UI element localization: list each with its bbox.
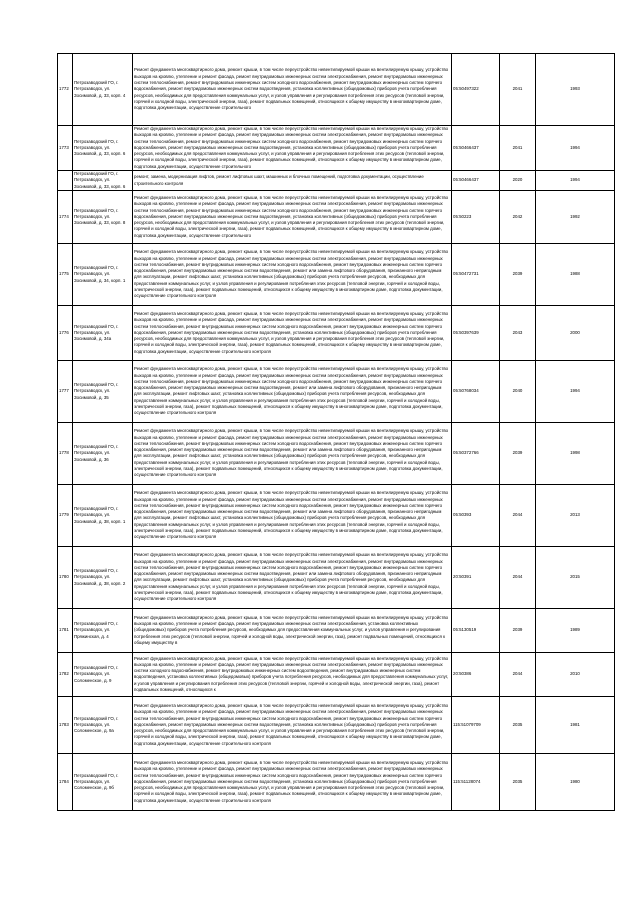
planned-year-cell: 2041 <box>500 54 536 126</box>
table-row <box>58 243 615 305</box>
build-year-cell: 1994 <box>536 126 615 171</box>
build-year-cell: 1981 <box>536 696 615 753</box>
row-number-cell: 1777 <box>58 360 73 422</box>
address-cell: Петрозаводский ГО, г. Петрозаводск, ул. Соломенское, д. 9 <box>73 652 133 696</box>
work-types-cell: Ремонт фундамента многоквартирного дома, ремонт крыши, в том числе переустройство невентилируемой крыши на вентилируемую крышу, устройство выходов на кровлю, утепление и ремонт фасада, ремонт внутридомовых инженерных систем электроснабжения, ремонт внутридомовых инженерных систем теплоснабжения, ремонт внутридомовых инженерных систем холодного водоснабжения, ремонт внутридомовых инженерных систем горячего водоснабжения, ремонт внутридомовых инженерных систем водоотведения, установка коллективных (общедомовых) приборов учета потребления ресурсов, необходимых для предоставления коммунальных услуг, и узлов управления и регулирования потребления этих ресурсов (тепловой энергии, горячей и холодной воды, электрической энергии, газа), ремонт подвальных помещений, относящихся к общему имуществу в многоквартирном доме, подготовка документации, осуществление строительного контроля <box>133 753 452 810</box>
work-types-cell: Ремонт фундамента многоквартирного дома, ремонт крыши, в том числе переустройство невентилируемой крыши на вентилируемую крышу, устройство выходов на кровлю, утепление и ремонт фасада, ремонт внутридомовых инженерных систем электроснабжения, ремонт внутридомовых инженерных систем теплоснабжения, ремонт внутридомовых инженерных систем холодного водоснабжения, ремонт внутридомовых инженерных систем горячего водоснабжения, ремонт внутридомовых инженерных систем водоотведения, установка коллективных (общедомовых) приборов учета потребления ресурсов, необходимых для предоставления коммунальных услуг, и узлов управления и регулирования потребления этих ресурсов (тепловой энергии, горячей и холодной воды, электрической энергии, газа), ремонт подвальных помещений, относящихся к общему имуществу в многоквартирном доме, подготовка документации, осуществление строительного контроля <box>133 696 452 753</box>
house-code-cell: 05:50397639 <box>452 305 500 360</box>
address-cell: Петрозаводский ГО, г. Петрозаводск, ул. Зосимовой, д. 34а <box>73 305 133 360</box>
build-year-cell: 2015 <box>536 546 615 608</box>
house-code-cell: 05:50393 <box>452 484 500 546</box>
row-number-cell <box>58 171 73 191</box>
table-row <box>58 753 615 810</box>
row-number-cell: 1783 <box>58 696 73 753</box>
work-types-cell: Ремонт фундамента многоквартирного дома, ремонт крыши, в том числе переустройство невентилируемой крыши на вентилируемую крышу, устройство выходов на кровлю, утепление и ремонт фасада, ремонт внутридомовых инженерных систем электроснабжения, ремонт внутридомовых инженерных систем теплоснабжения, ремонт внутридомовых инженерных систем холодного водоснабжения, ремонт внутридомовых инженерных систем горячего водоснабжения, ремонт внутридомовых инженерных систем водоотведения, ремонт или замена лифтового оборудования, признанного непригодным для эксплуатации, ремонт лифтовых шахт, установка коллективных (общедомовых) приборов учета потребления ресурсов, необходимых для предоставления коммунальных услуг, и узлов управления и регулирования потребления этих ресурсов (тепловой энергии, горячей и холодной воды, электрической энергии, газа), ремонт подвальных помещений, относящихся к общему имуществу в многоквартирном доме, подготовка документации, осуществление строительного контроля <box>133 360 452 422</box>
work-types-cell: Ремонт фундамента многоквартирного дома, ремонт крыши, в том числе переустройство невентилируемой крыши на вентилируемую крышу, устройство выходов на кровлю, утепление и ремонт фасада, ремонт внутридомовых инженерных систем электроснабжения, установка коллективных (общедомовых) приборов учета потребления ресурсов, необходимых для предоставления коммунальных услуг, и узлов управления и регулирования потребления этих ресурсов (тепловой энергии, горячей и холодной воды, электрической энергии, газа), ремонт подвальных помещений, относящихся к общему имуществу в <box>133 608 452 652</box>
address-cell: Петрозаводский ГО, г. Петрозаводск, ул. Зосимовой, д. 33, корп. 6 <box>73 126 133 171</box>
planned-year-cell: 2041 <box>500 126 536 171</box>
table-body <box>58 54 615 811</box>
work-types-cell: Ремонт фундамента многоквартирного дома, ремонт крыши, в том числе переустройство невентилируемой крыши на вентилируемую крышу, устройство выходов на кровлю, утепление и ремонт фасада, ремонт внутридомовых инженерных систем электроснабжения, ремонт внутридомовых инженерных систем теплоснабжения, ремонт внутридомовых инженерных систем холодного водоснабжения, ремонт внутридомовых инженерных систем горячего водоснабжения, ремонт внутридомовых инженерных систем водоотведения, установка коллективных (общедомовых) приборов учета потребления ресурсов, необходимых для предоставления коммунальных услуг, и узлов управления и регулирования потребления этих ресурсов (тепловой энергии, горячей и холодной воды, электрической энергии, газа), ремонт подвальных помещений, относящихся к общему имуществу в многоквартирном доме, подготовка документации, осуществление строительного <box>133 126 452 171</box>
address-cell: Петрозаводский ГО, г. Петрозаводск, ул. Зосимовой, д. 35 <box>73 360 133 422</box>
build-year-cell: 1992 <box>536 190 615 243</box>
row-number-cell: 1779 <box>58 484 73 546</box>
planned-year-cell: 2040 <box>500 360 536 422</box>
address-cell: Петрозаводский ГО, г. Петрозаводск, ул. Пряжинская, д. 4 <box>73 608 133 652</box>
build-year-cell: 2010 <box>536 652 615 696</box>
build-year-cell: 1998 <box>536 422 615 484</box>
work-types-cell: Ремонт фундамента многоквартирного дома, ремонт крыши, в том числе переустройство невентилируемой крыши на вентилируемую крышу, устройство выходов на кровлю, утепление и ремонт фасада, ремонт внутридомовых инженерных систем электроснабжения, ремонт внутридомовых инженерных систем теплоснабжения, ремонт внутридомовых инженерных систем холодного водоснабжения, ремонт внутридомовых инженерных систем горячего водоснабжения, ремонт внутридомовых инженерных систем водоотведения, установка коллективных (общедомовых) приборов учета потребления ресурсов, необходимых для предоставления коммунальных услуг, и узлов управления и регулирования потребления этих ресурсов (тепловой энергии, горячей и холодной воды, электрической энергии, газа), ремонт подвальных помещений, относящихся к общему имуществу в многоквартирном доме, подготовка документации, осуществление строительного <box>133 190 452 243</box>
address-cell: Петрозаводский ГО, г. Петрозаводск, ул. Зосимовой, д. 33, корп. 6 <box>73 171 133 191</box>
planned-year-cell: 2039 <box>500 243 536 305</box>
address-cell: Петрозаводский ГО, г. Петрозаводск, ул. Соломенское, д. 9а <box>73 696 133 753</box>
house-code-cell: 20:50386 <box>452 652 500 696</box>
table-row <box>58 171 615 191</box>
row-number-cell: 1782 <box>58 652 73 696</box>
work-types-cell: Ремонт фундамента многоквартирного дома, ремонт крыши, в том числе переустройство невентилируемой крыши на вентилируемую крышу, устройство выходов на кровлю, утепление и ремонт фасада, ремонт внутридомовых инженерных систем электроснабжения, ремонт внутридомовых инженерных систем теплоснабжения, ремонт внутридомовых инженерных систем холодного водоснабжения, ремонт внутридомовых инженерных систем горячего водоснабжения, ремонт внутридомовых инженерных систем водоотведения, ремонт или замена лифтового оборудования, признанного непригодным для эксплуатации, ремонт лифтовых шахт, установка коллективных (общедомовых) приборов учета потребления ресурсов, необходимых для предоставления коммунальных услуг, и узлов управления и регулирования потребления этих ресурсов (тепловой энергии, горячей и холодной воды, электрической энергии, газа), ремонт подвальных помещений, относящихся к общему имуществу в многоквартирном доме, подготовка документации, осуществление строительного контроля <box>133 546 452 608</box>
address-cell: Петрозаводский ГО, г. Петрозаводск, ул. Зосимовой, д. 33, корп. 4 <box>73 54 133 126</box>
build-year-cell: 2013 <box>536 484 615 546</box>
address-cell: Петрозаводский ГО, г. Петрозаводск, ул. Зосимовой, д. 36 <box>73 422 133 484</box>
build-year-cell: 1980 <box>536 753 615 810</box>
house-code-cell: 05:50466437 <box>452 171 500 191</box>
work-types-cell: Ремонт фундамента многоквартирного дома, ремонт крыши, в том числе переустройство невентилируемой крыши на вентилируемую крышу, устройство выходов на кровлю, утепление и ремонт фасада, ремонт внутридомовых инженерных систем электроснабжения, ремонт внутридомовых инженерных систем теплоснабжения, ремонт внутридомовых инженерных систем холодного водоснабжения, ремонт внутридомовых инженерных систем горячего водоснабжения, ремонт внутридомовых инженерных систем водоотведения, установка коллективных (общедомовых) приборов учета потребления ресурсов, необходимых для предоставления коммунальных услуг, и узлов управления и регулирования потребления этих ресурсов (тепловой энергии, горячей и холодной воды, электрической энергии, газа), ремонт подвальных помещений, относящихся к общему имуществу в многоквартирном доме, подготовка документации, осуществление строительного контроля <box>133 305 452 360</box>
table-row <box>58 696 615 753</box>
planned-year-cell: 2044 <box>500 546 536 608</box>
build-year-cell: 2000 <box>536 305 615 360</box>
address-cell: Петрозаводский ГО, г. Петрозаводск, ул. Зосимовой, д. 33, корп. 8 <box>73 190 133 243</box>
table-row <box>58 608 615 652</box>
planned-year-cell: 2043 <box>500 305 536 360</box>
row-number-cell: 1772 <box>58 54 73 126</box>
table-row <box>58 422 615 484</box>
row-number-cell: 1774 <box>58 190 73 243</box>
row-number-cell: 1773 <box>58 126 73 171</box>
build-year-cell: 1989 <box>536 608 615 652</box>
work-types-cell: Ремонт фундамента многоквартирного дома, ремонт крыши, в том числе переустройство невентилируемой крыши на вентилируемую крышу, устройство выходов на кровлю, утепление и ремонт фасада, ремонт внутридомовых инженерных систем электроснабжения, ремонт внутридомовых инженерных систем теплоснабжения, ремонт внутридомовых инженерных систем холодного водоснабжения, ремонт внутридомовых инженерных систем горячего водоснабжения, ремонт внутридомовых инженерных систем водоотведения, установка коллективных (общедомовых) приборов учета потребления ресурсов, необходимых для предоставления коммунальных услуг, и узлов управления и регулирования потребления этих ресурсов (тепловой энергии, горячей и холодной воды, электрической энергии, газа), ремонт подвальных помещений, относящихся к общему имуществу в многоквартирном доме, подготовка документации, осуществление строительного <box>133 54 452 126</box>
build-year-cell: 1993 <box>536 54 615 126</box>
address-cell: Петрозаводский ГО, г. Петрозаводск, ул. Зосимовой, д. 38, корп. 1 <box>73 484 133 546</box>
house-code-cell: 115:51128074 <box>452 753 500 810</box>
planned-year-cell: 2039 <box>500 422 536 484</box>
house-code-cell: 115:51079709 <box>452 696 500 753</box>
address-cell: Петрозаводский ГО, г. Петрозаводск, ул. Зосимовой, д. 34, корп. 1 <box>73 243 133 305</box>
table-row <box>58 360 615 422</box>
address-cell: Петрозаводский ГО, г. Петрозаводск, ул. Зосимовой, д. 38, корп. 2 <box>73 546 133 608</box>
table-row <box>58 652 615 696</box>
planned-year-cell: 2044 <box>500 484 536 546</box>
house-code-cell: 20:50391 <box>452 546 500 608</box>
work-types-cell: Ремонт фундамента многоквартирного дома, ремонт крыши, в том числе переустройство невентилируемой крыши на вентилируемую крышу, устройство выходов на кровлю, утепление и ремонт фасада, ремонт внутридомовых инженерных систем электроснабжения, ремонт внутридомовых инженерных систем холодного водоснабжения, ремонт внутридомовых инженерных систем водоотведения, ремонт внутридомовых инженерных систем водоотведения, установка коллективных (общедомовых) приборов учета потребления ресурсов, необходимых для предоставления коммунальных услуг, и узлов управления и регулирования потребления этих ресурсов (тепловой энергии, горячей и холодной воды, электрической энергии, газа), ремонт подвальных помещений, относящихся к <box>133 652 452 696</box>
house-code-cell: 05:50466437 <box>452 126 500 171</box>
work-types-cell: Ремонт фундамента многоквартирного дома, ремонт крыши, в том числе переустройство невентилируемой крыши на вентилируемую крышу, устройство выходов на кровлю, утепление и ремонт фасада, ремонт внутридомовых инженерных систем электроснабжения, ремонт внутридомовых инженерных систем теплоснабжения, ремонт внутридомовых инженерных систем холодного водоснабжения, ремонт внутридомовых инженерных систем горячего водоснабжения, ремонт внутридомовых инженерных систем водоотведения, ремонт или замена лифтового оборудования, признанного непригодным для эксплуатации, ремонт лифтовых шахт, установка коллективных (общедомовых) приборов учета потребления ресурсов, необходимых для предоставления коммунальных услуг, и узлов управления и регулирования потребления этих ресурсов (тепловой энергии, горячей и холодной воды, электрической энергии, газа), ремонт подвальных помещений, относящихся к общему имуществу в многоквартирном доме, подготовка документации, осуществление строительного контроля <box>133 422 452 484</box>
house-code-cell: 05:50497322 <box>452 54 500 126</box>
row-number-cell: 1781 <box>58 608 73 652</box>
capital-repair-table <box>57 53 615 811</box>
house-code-cell: 05:50372766 <box>452 422 500 484</box>
work-types-cell: Ремонт фундамента многоквартирного дома, ремонт крыши, в том числе переустройство невентилируемой крыши на вентилируемую крышу, устройство выходов на кровлю, утепление и ремонт фасада, ремонт внутридомовых инженерных систем электроснабжения, ремонт внутридомовых инженерных систем теплоснабжения, ремонт внутридомовых инженерных систем холодного водоснабжения, ремонт внутридомовых инженерных систем горячего водоснабжения, ремонт внутридомовых инженерных систем водоотведения, ремонт или замена лифтового оборудования, признанного непригодным для эксплуатации, ремонт лифтовых шахт, установка коллективных (общедомовых) приборов учета потребления ресурсов, необходимых для предоставления коммунальных услуг, и узлов управления и регулирования потребления этих ресурсов (тепловой энергии, горячей и холодной воды, электрической энергии, газа), ремонт подвальных помещений, относящихся к общему имуществу в многоквартирном доме, подготовка документации, осуществление строительного контроля <box>133 243 452 305</box>
house-code-cell: 05:50223 <box>452 190 500 243</box>
row-number-cell: 1776 <box>58 305 73 360</box>
planned-year-cell: 2020 <box>500 171 536 191</box>
house-code-cell: 05:5130519 <box>452 608 500 652</box>
row-number-cell: 1778 <box>58 422 73 484</box>
row-number-cell: 1775 <box>58 243 73 305</box>
table-row <box>58 546 615 608</box>
work-types-cell: Ремонт фундамента многоквартирного дома, ремонт крыши, в том числе переустройство невентилируемой крыши на вентилируемую крышу, устройство выходов на кровлю, утепление и ремонт фасада, ремонт внутридомовых инженерных систем электроснабжения, ремонт внутридомовых инженерных систем теплоснабжения, ремонт внутридомовых инженерных систем холодного водоснабжения, ремонт внутридомовых инженерных систем горячего водоснабжения, ремонт внутридомовых инженерных систем водоотведения, ремонт или замена лифтового оборудования, признанного непригодным для эксплуатации, ремонт лифтовых шахт, установка коллективных (общедомовых) приборов учета потребления ресурсов, необходимых для предоставления коммунальных услуг, и узлов управления и регулирования потребления этих ресурсов (тепловой энергии, горячей и холодной воды, электрической энергии, газа), ремонт подвальных помещений, относящихся к общему имуществу в многоквартирном доме, подготовка документации, осуществление строительного контроля <box>133 484 452 546</box>
planned-year-cell: 2042 <box>500 190 536 243</box>
planned-year-cell: 2035 <box>500 696 536 753</box>
planned-year-cell: 2039 <box>500 608 536 652</box>
table-row <box>58 484 615 546</box>
house-code-cell: 05:50768034 <box>452 360 500 422</box>
house-code-cell: 05:50472731 <box>452 243 500 305</box>
table-row <box>58 54 615 126</box>
row-number-cell: 1784 <box>58 753 73 810</box>
table-row <box>58 305 615 360</box>
table-row <box>58 190 615 243</box>
planned-year-cell: 2035 <box>500 753 536 810</box>
table-row <box>58 126 615 171</box>
address-cell: Петрозаводский ГО, г. Петрозаводск, ул. Соломенское, д. 9б <box>73 753 133 810</box>
build-year-cell: 1994 <box>536 171 615 191</box>
build-year-cell: 1994 <box>536 360 615 422</box>
work-types-cell: ремонт, замена, модернизация лифтов, ремонт лифтовых шахт, машинных и блочных помещений, подготовка документации, осуществление строительного контроля <box>133 171 452 191</box>
planned-year-cell: 2044 <box>500 652 536 696</box>
build-year-cell: 1988 <box>536 243 615 305</box>
row-number-cell: 1780 <box>58 546 73 608</box>
